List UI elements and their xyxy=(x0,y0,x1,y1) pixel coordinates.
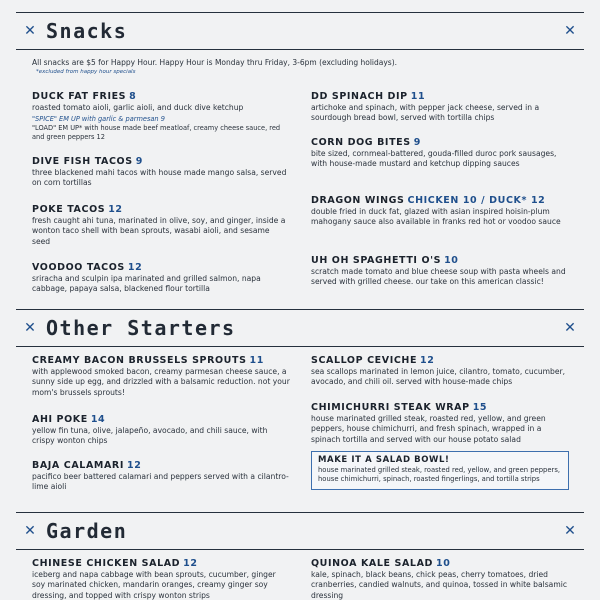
section-title: Other Starters xyxy=(46,315,236,340)
item-description: artichoke and spinach, with pepper jack cheese, served in a sourdough bread bowl, served with tortilla chips xyxy=(311,103,540,123)
item-name: QUINOA KALE SALAD xyxy=(311,558,434,569)
item-price: 12 xyxy=(183,558,198,569)
x-mark-icon: ✕ xyxy=(24,319,36,336)
item-price: 9 xyxy=(413,137,421,148)
x-mark-icon: ✕ xyxy=(564,522,576,539)
item-price: CHICKEN 10 / DUCK* 12 xyxy=(407,195,546,206)
item-price: 12 xyxy=(127,262,143,273)
item-description: kale, spinach, black beans, chick peas, cherry tomatoes, dried cranberries, candied walnuts, and quinoa, tossed in white balsamic dressing xyxy=(311,570,568,600)
snacks-intro: All snacks are $5 for Happy Hour. Happy Hour is Monday thru Friday, 3-6pm (excluding holidays). xyxy=(32,58,398,67)
item-description: double fried in duck fat, glazed with asian inspired hoisin-plum mahogany sauce also available in franks red hot or voodoo sauce xyxy=(311,207,561,227)
item-description: sriracha and sculpin ipa marinated and grilled salmon, napa cabbage, papaya salsa, blackened flour tortilla xyxy=(32,274,261,294)
menu-item xyxy=(311,91,569,124)
item-name: UH OH SPAGHETTI O'S xyxy=(311,255,442,266)
item-name: VOODOO TACOS xyxy=(32,262,125,273)
menu-item xyxy=(32,91,290,141)
item-price: 10 xyxy=(436,558,451,569)
item-name: CHIMICHURRI STEAK WRAP xyxy=(311,402,470,413)
item-description: with applewood smoked bacon, creamy parmesan cheese sauce, a sunny side up egg, and drizzled with a balsamic reduction. not your mom's brussels sprouts! xyxy=(32,367,290,397)
item-name: BAJA CALAMARI xyxy=(32,460,124,471)
menu-item xyxy=(32,156,290,189)
item-description: three blackened mahi tacos with house made mango salsa, served on corn tortillas xyxy=(32,168,287,188)
menu-item xyxy=(32,414,290,447)
item-price: 12 xyxy=(420,355,435,366)
x-mark-icon: ✕ xyxy=(24,22,36,39)
item-price: 8 xyxy=(129,91,137,102)
menu-item xyxy=(311,255,569,288)
item-description: roasted tomato aioli, garlic aioli, and duck dive ketchup xyxy=(32,103,244,112)
item-description: scratch made tomato and blue cheese soup with pasta wheels and served with grilled cheese. our take on this american classic! xyxy=(311,267,566,287)
section-header-other-starters xyxy=(16,309,584,347)
item-price: 12 xyxy=(126,460,142,471)
item-name: CREAMY BACON BRUSSELS SPROUTS xyxy=(32,355,247,366)
menu-item xyxy=(311,355,569,388)
item-name: POKE TACOS xyxy=(32,204,106,215)
load-option: "LOAD" EM UP* with house made beef meatloaf, creamy cheese sauce, red and green peppers 12 xyxy=(32,124,281,141)
menu-item xyxy=(311,137,569,170)
snacks-note: *excluded from happy hour specials xyxy=(36,69,136,75)
x-mark-icon: ✕ xyxy=(564,319,576,336)
menu-item xyxy=(32,204,290,247)
salad-bowl-callout xyxy=(311,451,569,490)
item-price: 9 xyxy=(135,156,143,167)
item-description: yellow fin tuna, olive, jalapeño, avocado, and chili sauce, with crispy wonton chips xyxy=(32,426,268,446)
item-name: DRAGON WINGS xyxy=(311,195,405,206)
item-price: 12 xyxy=(108,204,123,215)
callout-description: house marinated grilled steak, roasted red, yellow, and green peppers, house chimichurri, spinach, roasted fingerlings, and tortilla strips xyxy=(318,466,561,484)
menu-item xyxy=(32,558,290,600)
item-price: 10 xyxy=(444,255,459,266)
item-description: fresh caught ahi tuna, marinated in olive, soy, and ginger, inside a wonton taco shell with bean sprouts, wasabi aioli, and sesame seed xyxy=(32,216,286,246)
menu-item xyxy=(311,195,569,228)
item-name: CORN DOG BITES xyxy=(311,137,411,148)
item-name: AHI POKE xyxy=(32,414,88,425)
item-price: 11 xyxy=(410,91,426,102)
menu-item xyxy=(32,460,290,493)
item-name: SCALLOP CEVICHE xyxy=(311,355,418,366)
item-price: 14 xyxy=(90,414,106,425)
item-name: DD SPINACH DIP xyxy=(311,91,408,102)
item-description: bite sized, cornmeal-battered, gouda-filled duroc pork sausages, with house-made mustard and ketchup dipping sauces xyxy=(311,149,557,169)
callout-title: MAKE IT A SALAD BOWL! xyxy=(318,455,450,465)
item-name: DUCK FAT FRIES xyxy=(32,91,127,102)
spice-option: "SPICE" EM UP with garlic & parmesan 9 xyxy=(32,115,165,124)
item-name: DIVE FISH TACOS xyxy=(32,156,133,167)
item-price: 15 xyxy=(472,402,488,413)
item-description: pacifico beer battered calamari and peppers served with a cilantro-lime aioli xyxy=(32,472,289,492)
item-description: house marinated grilled steak, roasted red, yellow, and green peppers, house chimichurri, and fresh spinach, wrapped in a spinach tortilla and served with our house potato salad xyxy=(311,414,546,444)
item-name: CHINESE CHICKEN SALAD xyxy=(32,558,181,569)
menu-item xyxy=(311,558,569,600)
item-description: iceberg and napa cabbage with bean sprouts, cucumber, ginger soy marinated chicken, mandarin oranges, creamy ginger soy dressing, and topped with crispy wonton strips xyxy=(32,570,276,600)
section-header-garden xyxy=(16,512,584,550)
item-price: 11 xyxy=(249,355,264,366)
x-mark-icon: ✕ xyxy=(24,522,36,539)
menu-item xyxy=(32,355,290,398)
section-title: Garden xyxy=(46,518,128,543)
section-title: Snacks xyxy=(46,18,128,43)
x-mark-icon: ✕ xyxy=(564,22,576,39)
section-header-snacks xyxy=(16,12,584,50)
item-description: sea scallops marinated in lemon juice, cilantro, tomato, cucumber, avocado, and chili oil. served with house-made chips xyxy=(311,367,566,387)
menu-item xyxy=(311,402,569,445)
menu-item xyxy=(32,262,290,295)
